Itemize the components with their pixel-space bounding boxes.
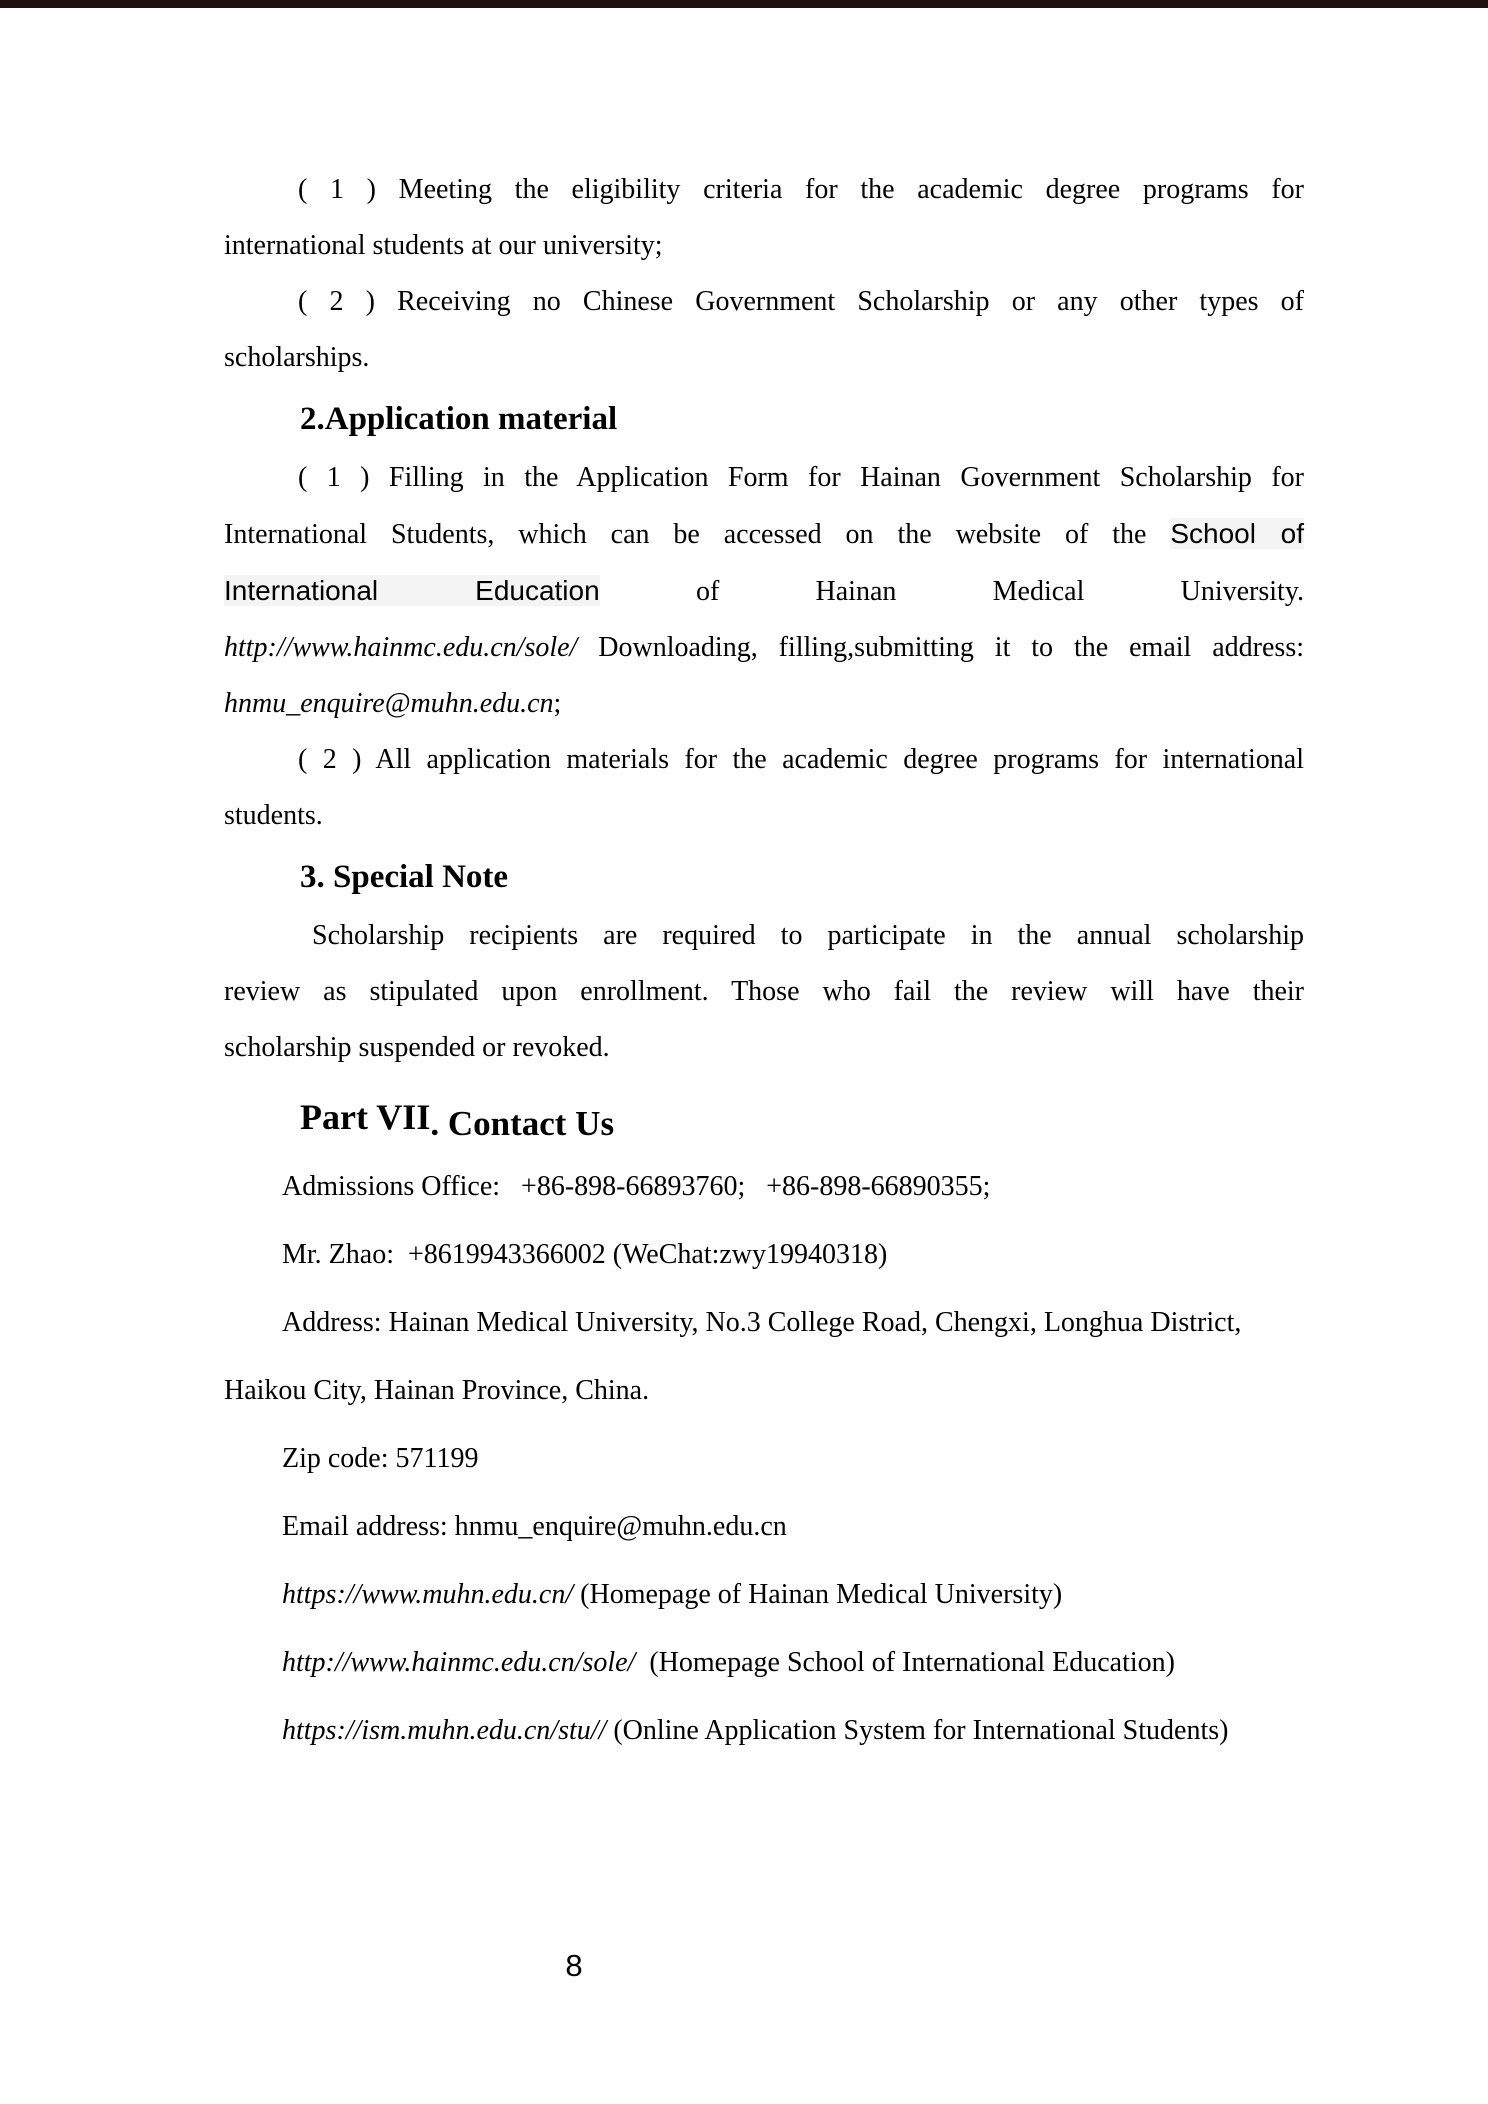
url-link[interactable]: http://www.hainmc.edu.cn/sole/ (224, 632, 578, 663)
paragraph-special-note (224, 908, 1304, 1076)
paragraph-application-1 (224, 450, 1304, 732)
contact-link-sie (224, 1629, 1304, 1697)
contact-link-university (224, 1561, 1304, 1629)
text-run: ; (553, 688, 562, 719)
paragraph-eligibility-1 (224, 162, 1304, 274)
part-vii-heading (300, 1082, 1304, 1153)
text-line (224, 506, 1304, 563)
section-heading-special-note: 3. Special Note (300, 859, 509, 895)
text-line: students. (224, 800, 323, 831)
text-line: review as stipulated upon enrollment. Those who fail the review will have their (224, 976, 1304, 1007)
text-line: scholarships. (224, 342, 370, 373)
section-heading-application-material: 2.Application material (300, 401, 618, 437)
contact-address-line1: Address: Hainan Medical University, No.3 College Road, Chengxi, Longhua District, (282, 1307, 1242, 1338)
paragraph-application-2 (224, 732, 1304, 844)
contact-link-application-system (224, 1697, 1304, 1765)
link-description: (Online Application System for International Students) (606, 1715, 1229, 1746)
link-description: (Homepage of Hainan Medical University) (573, 1579, 1063, 1610)
contact-zip-code: Zip code: 571199 (282, 1443, 479, 1474)
text-line (224, 563, 1304, 620)
text-run: Downloading, filling,submitting it to the email address: (577, 632, 1304, 663)
text-line: Scholarship recipients are required to participate in the annual scholarship (312, 920, 1304, 951)
heading-rest: . Contact Us (430, 1104, 615, 1143)
text-line: ( 2 ) Receiving no Chinese Government Scholarship or any other types of (298, 286, 1304, 317)
text-run: of Hainan Medical University. (599, 576, 1304, 607)
highlighted-text: School of (1170, 518, 1304, 549)
heading-main: Part VII (300, 1097, 431, 1137)
email-link[interactable]: hnmu_enquire@muhn.edu.cn (224, 688, 554, 719)
text-line: ( 2 ) All application materials for the academic degree programs for international (298, 744, 1304, 775)
paragraph-eligibility-2 (224, 274, 1304, 386)
contact-section (224, 1153, 1304, 1765)
text-line: scholarship suspended or revoked. (224, 1032, 610, 1063)
page-number: 8 (565, 1948, 583, 1983)
text-line (224, 620, 1304, 676)
text-line (224, 676, 1304, 732)
url-link[interactable]: https://ism.muhn.edu.cn/stu// (282, 1715, 607, 1746)
link-description: (Homepage School of International Education) (635, 1647, 1175, 1678)
url-link[interactable]: http://www.hainmc.edu.cn/sole/ (282, 1647, 636, 1678)
document-content (224, 0, 1304, 1765)
url-link[interactable]: https://www.muhn.edu.cn/ (282, 1579, 574, 1610)
contact-email: Email address: hnmu_enquire@muhn.edu.cn (282, 1511, 787, 1542)
contact-address-line2: Haikou City, Hainan Province, China. (224, 1375, 650, 1406)
contact-mr-zhao: Mr. Zhao: +8619943366002 (WeChat:zwy19940318) (282, 1239, 888, 1270)
text-run: International Students, which can be accessed on the website of the (224, 519, 1171, 550)
text-line: ( 1 ) Meeting the eligibility criteria for the academic degree programs for (298, 174, 1304, 205)
contact-admissions-office: Admissions Office: +86-898-66893760; +86-898-66890355; (282, 1171, 991, 1202)
highlighted-text: International Education (224, 575, 600, 606)
text-line: ( 1 ) Filling in the Application Form for Hainan Government Scholarship for (298, 462, 1304, 493)
text-line: international students at our university; (224, 230, 663, 261)
